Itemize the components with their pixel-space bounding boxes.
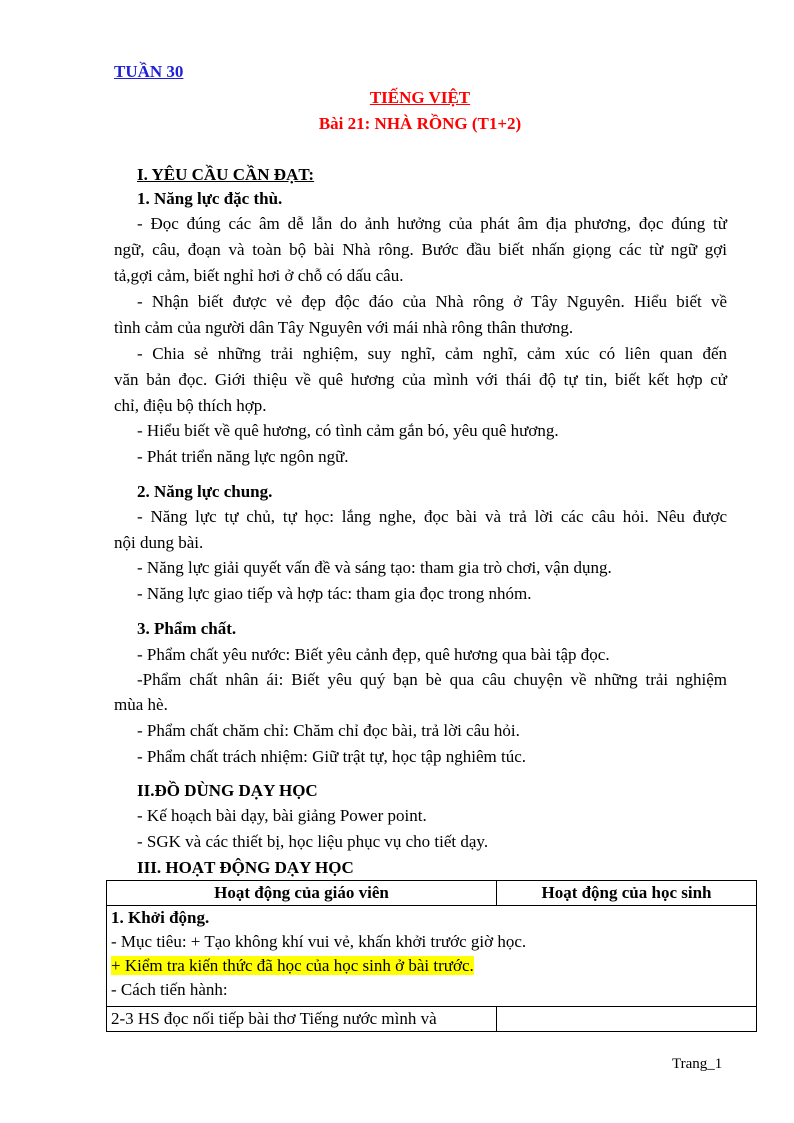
section-2-title: II.ĐỒ DÙNG DẠY HỌC <box>137 781 318 800</box>
paragraph-line: - Kế hoạch bài dạy, bài giảng Power point. <box>137 806 427 825</box>
paragraph-line: - Năng lực giải quyết vấn đề và sáng tạo: tham gia trò chơi, vận dụng. <box>137 558 612 577</box>
paragraph-line: - Hiểu biết về quê hương, có tình cảm gắn bó, yêu quê hương. <box>137 421 559 440</box>
paragraph-line: - Năng lực tự chủ, tự học: lắng nghe, đọc bài và trả lời các câu hỏi. Nêu được <box>137 507 727 526</box>
paragraph-line: - Phẩm chất trách nhiệm: Giữ trật tự, học tập nghiêm túc. <box>137 747 527 766</box>
section-3-title: III. HOẠT ĐỘNG DẠY HỌC <box>137 858 354 877</box>
startup-title: 1. Khởi động. <box>111 908 210 927</box>
startup-goal-highlight: + Kiểm tra kiến thức đã học của học sinh ở bài trước. <box>111 956 474 975</box>
header-student: Hoạt động của học sinh <box>497 881 757 906</box>
paragraph-line: - SGK và các thiết bị, học liệu phục vụ cho tiết dạy. <box>137 832 489 851</box>
startup-method: - Cách tiến hành: <box>111 980 228 999</box>
paragraph-line: tình cảm của người dân Tây Nguyên với mái nhà rông thân thương. <box>114 318 574 337</box>
table-header-row <box>107 881 757 906</box>
paragraph-line: văn bản đọc. Giới thiệu về quê hương của mình với thái độ tự tin, biết kết hợp cử <box>114 370 727 389</box>
paragraph-line: tả,gợi cảm, biết nghỉ hơi ở chỗ có dấu câu. <box>114 266 404 285</box>
section-1-title: I. YÊU CẦU CẦN ĐẠT: <box>137 165 315 184</box>
page-number: Trang_1 <box>672 1056 723 1072</box>
paragraph-line: -Phẩm chất nhân ái: Biết yêu quý bạn bè qua câu chuyện về những trải nghiệm <box>137 670 727 689</box>
table-row <box>107 906 757 1007</box>
paragraph-line: chỉ, điệu bộ thích hợp. <box>114 396 267 415</box>
paragraph-line: - Năng lực giao tiếp và hợp tác: tham gia đọc trong nhóm. <box>137 584 532 603</box>
week-title: TUẦN 30 <box>114 62 184 81</box>
lesson-title: Bài 21: NHÀ RỒNG (T1+2) <box>318 114 522 133</box>
paragraph-line: mùa hè. <box>114 695 168 714</box>
startup-goal: - Mục tiêu: + Tạo không khí vui vẻ, khấn khởi trước giờ học. <box>111 932 527 951</box>
subsection-3-title: 3. Phẩm chất. <box>137 619 237 638</box>
paragraph-line: - Phát triển năng lực ngôn ngữ. <box>137 447 349 466</box>
paragraph-line: nội dung bài. <box>114 533 204 552</box>
subject-title: TIẾNG VIỆT <box>369 88 471 107</box>
startup-cell <box>107 906 757 1007</box>
student-cell <box>497 1007 757 1032</box>
table-row <box>107 1007 757 1032</box>
activities-table <box>106 880 757 1032</box>
subsection-1-title: 1. Năng lực đặc thù. <box>137 189 283 208</box>
paragraph-line: - Nhận biết được vẻ đẹp độc đáo của Nhà rông ở Tây Nguyên. Hiểu biết về <box>137 292 727 311</box>
header-teacher: Hoạt động của giáo viên <box>107 881 497 906</box>
paragraph-line: - Đọc đúng các âm dễ lẫn do ảnh hưởng của phát âm địa phương, đọc đúng từ <box>137 214 727 233</box>
paragraph-line: - Chia sẻ những trải nghiệm, suy nghĩ, cảm nghĩ, cảm xúc có liên quan đến <box>137 344 727 363</box>
teacher-cell: 2-3 HS đọc nối tiếp bài thơ Tiếng nước mình và <box>107 1007 497 1032</box>
subsection-2-title: 2. Năng lực chung. <box>137 482 273 501</box>
paragraph-line: - Phẩm chất chăm chỉ: Chăm chỉ đọc bài, trả lời câu hỏi. <box>137 721 520 740</box>
paragraph-line: ngữ, câu, đoạn và toàn bộ bài Nhà rông. Bước đầu biết nhấn giọng các từ ngữ gợi <box>114 240 727 259</box>
paragraph-line: - Phẩm chất yêu nước: Biết yêu cảnh đẹp, quê hương qua bài tập đọc. <box>137 645 610 664</box>
